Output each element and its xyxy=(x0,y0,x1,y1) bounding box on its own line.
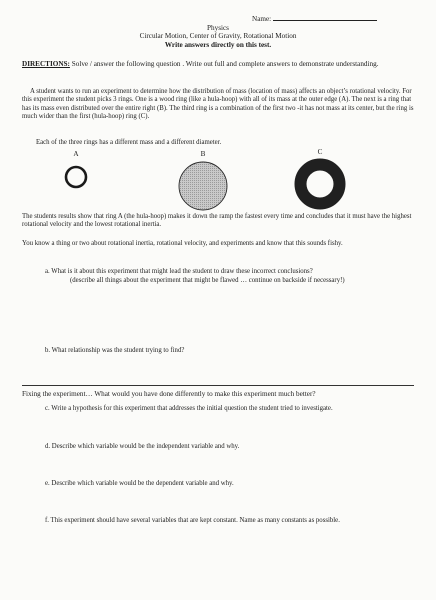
answer-area-c[interactable] xyxy=(45,416,415,438)
fixing-heading: Fixing the experiment… What would you have done differently to make this experiment much better? xyxy=(22,390,316,398)
ring-b-label: B xyxy=(200,150,206,158)
answer-area-b[interactable] xyxy=(45,358,415,382)
ring-a-label: A xyxy=(73,150,79,158)
ring-c-label: C xyxy=(317,148,323,156)
directions-text: Solve / answer the following question . Write out full and complete answers to demonstrate understanding. xyxy=(69,60,379,68)
ring-a-thin-ring xyxy=(66,167,86,187)
topics-subtitle: Circular Motion, Center of Gravity, Rotational Motion xyxy=(139,32,297,40)
question-a-note: (describe all things about the experiment that might be flawed … continue on backside if necessary!) xyxy=(70,277,345,284)
section-divider xyxy=(22,385,414,386)
ring-b-solid-disk xyxy=(179,162,227,210)
question-d: d. Describe which variable would be the independent variable and why. xyxy=(45,443,240,450)
name-label: Name: xyxy=(252,15,272,23)
answer-area-d[interactable] xyxy=(45,454,415,476)
scenario-paragraph: A student wants to run an experiment to determine how the distribution of mass (location of mass) affects an object’s rotational velocity. For this experiment the student picks 3 rings. One is a wood ring (like a hula-hoop) with all of its mass at the outer edge (A). The next is a ring that has its mass even distributed over the entire right (B). The third ring is a combination of the first two -it has not mass at its center, but the ring is much wider than the first (hula-hoop) ring (C). xyxy=(22,88,414,121)
question-f: f. This experiment should have several variables that are kept constant. Name as many constants as possible. xyxy=(45,517,340,524)
instruction-line: Write answers directly on this test. xyxy=(164,40,272,49)
question-e: e. Describe which variable would be the dependent variable and why. xyxy=(45,480,234,487)
question-b: b. What relationship was the student trying to find? xyxy=(45,347,185,354)
fishy-paragraph: You know a thing or two about rotational inertia, rotational velocity, and experiments and know that this sounds fishy. xyxy=(22,240,343,247)
answer-area-e[interactable] xyxy=(45,491,415,513)
results-paragraph: The students results show that ring A (the hula-hoop) makes it down the ramp the fastest every time and concludes that it must have the highest rotational velocity and the lowest rotational inertia. xyxy=(22,213,412,229)
rings-description: Each of the three rings has a different mass and a different diameter. xyxy=(36,139,222,146)
ring-c-wide-ring xyxy=(301,165,340,204)
answer-area-a[interactable] xyxy=(45,290,415,340)
question-a: a. What is it about this experiment that might lead the student to draw these incorrect conclusions? xyxy=(45,268,313,275)
directions-label: DIRECTIONS: xyxy=(22,60,70,68)
subject-title: Physics xyxy=(207,24,229,32)
answer-area-f[interactable] xyxy=(45,528,415,578)
question-c: c. Write a hypothesis for this experiment that addresses the initial question the student tried to investigate. xyxy=(45,405,333,412)
